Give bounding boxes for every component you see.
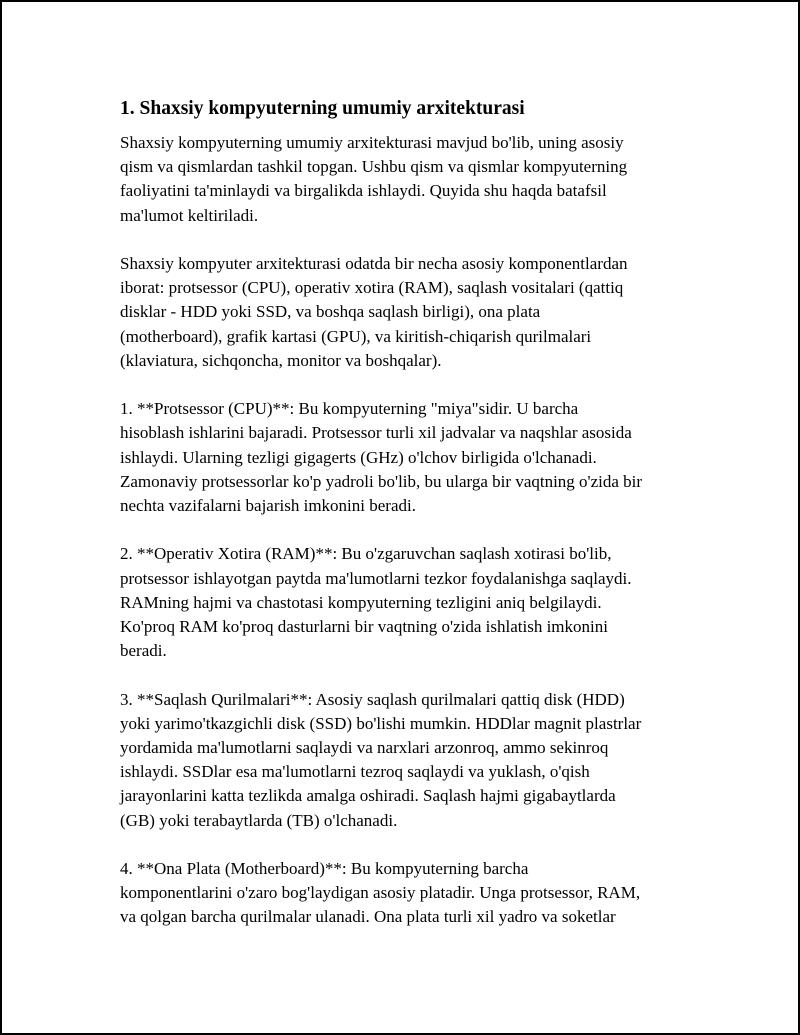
paragraph-motherboard: 4. **Ona Plata (Motherboard)**: Bu kompyuterning barcha komponentlarini o'zaro bog'laydigan asosiy platadir. Unga protsessor, RAM, va qolgan barcha qurilmalar ulanadi. Ona plata turli xil yadro va soketlar [120,859,641,927]
paragraph-components: Shaxsiy kompyuter arxitekturasi odatda bir necha asosiy komponentlardan iborat: protsessor (CPU), operativ xotira (RAM), saqlash vositalari (qattiq disklar - HDD yoki SSD, va boshqa saqlash birligi), ona plata (motherboard), grafik kartasi (GPU), va kiritish-chiqarish qurilmalari (klaviatura, sichqoncha, monitor va boshqalar). [120,254,628,370]
section-heading: 1. Shaxsiy kompyuterning umumiy arxitekturasi [120,98,525,119]
paragraph-cpu: 1. **Protsessor (CPU)**: Bu kompyuterning "miya"sidir. U barcha hisoblash ishlarini bajaradi. Protsessor turli xil jadvalar va naqshlar asosida ishlaydi. Ularning tezligi gigagerts (GHz) o'lchov birligida o'lchanadi. Zamonaviy protsessorlar ko'p yadroli bo'lib, bu ularga bir vaqtning o'zida bir nechta vazifalarni bajarish imkonini beradi. [120,399,643,516]
paragraph-storage: 3. **Saqlash Qurilmalari**: Asosiy saqlash qurilmalari qattiq disk (HDD) yoki yarimo'tkazgichli disk (SSD) bo'lishi mumkin. HDDlar magnit plastrlar yordamida ma'lumotlarni saqlaydi va narxlari arzonroq, ammo sekinroq ishlaydi. SSDlar esa ma'lumotlarni tezroq saqlaydi va yuklash, o'qish jarayonlarini katta tezlikda amalga oshiradi. Saqlash hajmi gigabaytlarda (GB) yoki terabaytlarda (TB) o'lchanadi. [120,689,642,830]
document-body [120,96,690,954]
paragraph-ram: 2. **Operativ Xotira (RAM)**: Bu o'zgaruvchan saqlash xotirasi bo'lib, protsessor ishlayotgan paytda ma'lumotlarni tezkor foydalanishga saqlaydi. RAMning hajmi va chastotasi kompyuterning tezligini aniq belgilaydi. Ko'proq RAM ko'proq dasturlarni bir vaqtning o'zida ishlatish imkonini beradi. [120,544,632,661]
paragraph-intro: Shaxsiy kompyuterning umumiy arxitekturasi mavjud bo'lib, uning asosiy qism va qismlardan tashkil topgan. Ushbu qism va qismlar kompyuterning faoliyatini ta'minlaydi va birgalikda ishlaydi. Quyida shu haqda batafsil ma'lumot keltiriladi. [120,133,628,225]
